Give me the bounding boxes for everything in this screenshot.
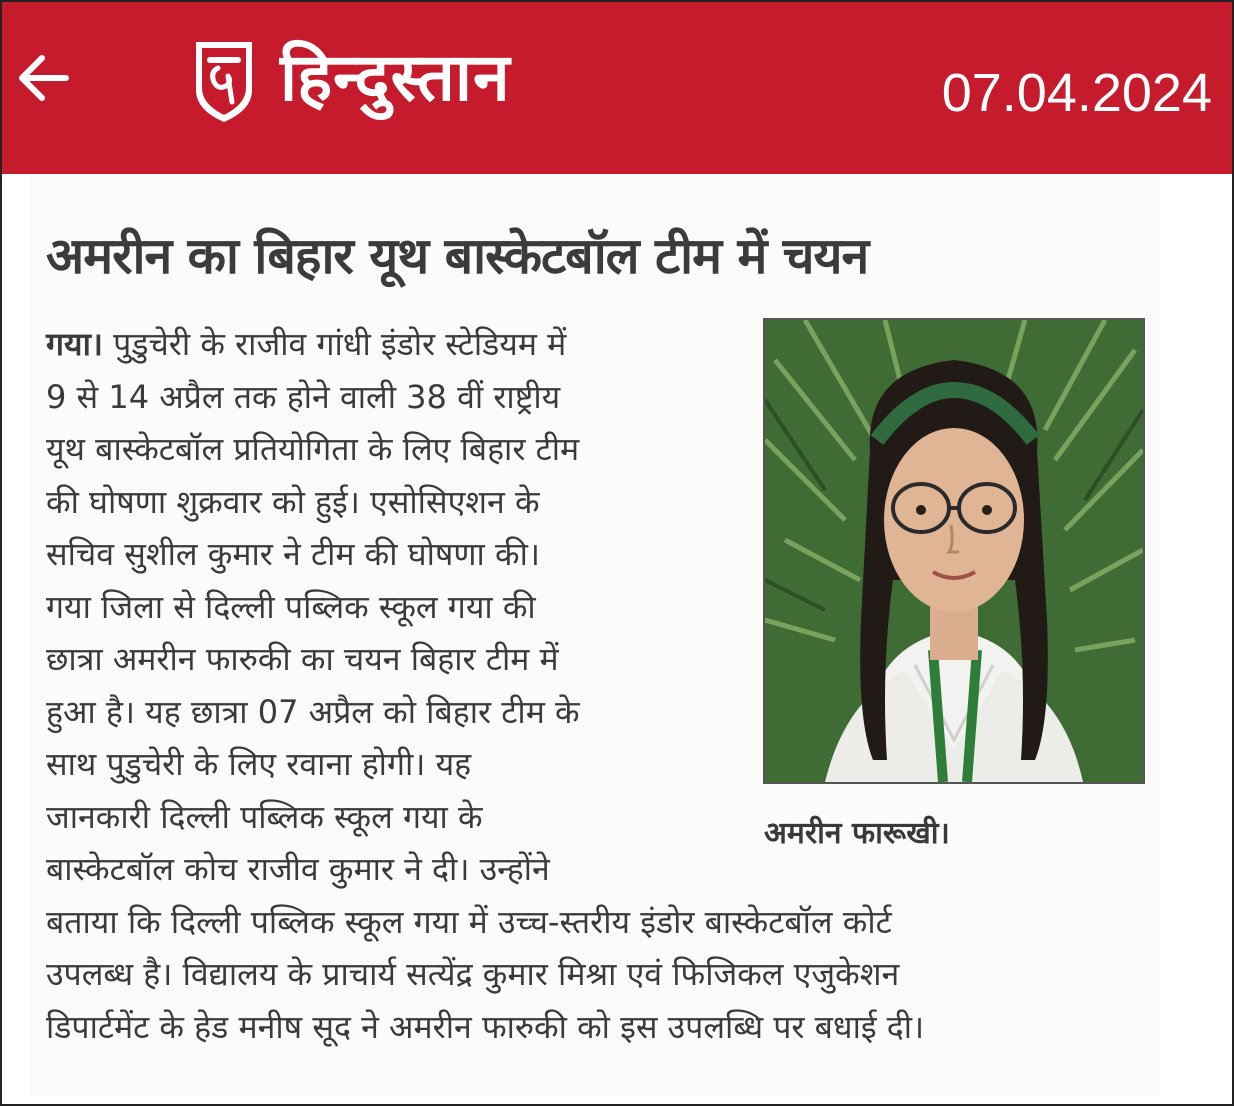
arrow-left-icon[interactable] <box>12 46 76 110</box>
brand-name: हिन्दुस्तान <box>280 39 511 116</box>
article-line: हुआ है। यह छात्रा 07 अप्रैल को बिहार टीम के <box>46 692 580 731</box>
article-line: सचिव सुशील कुमार ने टीम की घोषणा की। <box>46 535 540 573</box>
edition-date: 07.04.2024 <box>941 63 1212 123</box>
article-line: गया। पुडुचेरी के राजीव गांधी इंडोर स्टेडियम में <box>46 325 567 363</box>
article-line: गया जिला से दिल्ली पब्लिक स्कूल गया की <box>46 587 536 626</box>
article-line: यूथ बास्केटबॉल प्रतियोगिता के लिए बिहार टीम <box>46 430 580 468</box>
photo-caption: अमरीन फारूखी। <box>764 816 950 851</box>
article-line: बास्केटबॉल कोच राजीव कुमार ने दी। उन्होंने <box>46 850 550 888</box>
article-line: डिपार्टमेंट के हेड मनीष सूद ने अमरीन फारुकी को इस उपलब्धि पर बधाई दी। <box>46 1007 925 1046</box>
article-line: साथ पुडुचेरी के लिए रवाना होगी। यह <box>46 745 472 783</box>
student-portrait-illustration <box>765 320 1143 782</box>
top-bar <box>2 2 1232 174</box>
article-dateline: गया। <box>46 325 103 363</box>
article-line: की घोषणा शुक्रवार को हुई। एसोसिएशन के <box>46 482 540 521</box>
article-line: बताया कि दिल्ली पब्लिक स्कूल गया में उच्च-स्तरीय इंडोर बास्केटबॉल कोर्ट <box>46 902 892 941</box>
student-photo <box>763 318 1145 784</box>
article-line: छात्रा अमरीन फारुकी का चयन बिहार टीम में <box>46 640 559 678</box>
article-line: जानकारी दिल्ली पब्लिक स्कूल गया के <box>46 797 483 836</box>
article-line: उपलब्ध है। विद्यालय के प्राचार्य सत्येंद्र कुमार मिश्रा एवं फिजिकल एजुकेशन <box>46 955 900 993</box>
shield-logo-icon <box>192 38 256 126</box>
article-line: 9 से 14 अप्रैल तक होने वाली 38 वीं राष्ट्रीय <box>46 377 561 416</box>
article-headline: अमरीन का बिहार यूथ बास्केटबॉल टीम में चयन <box>46 227 869 285</box>
